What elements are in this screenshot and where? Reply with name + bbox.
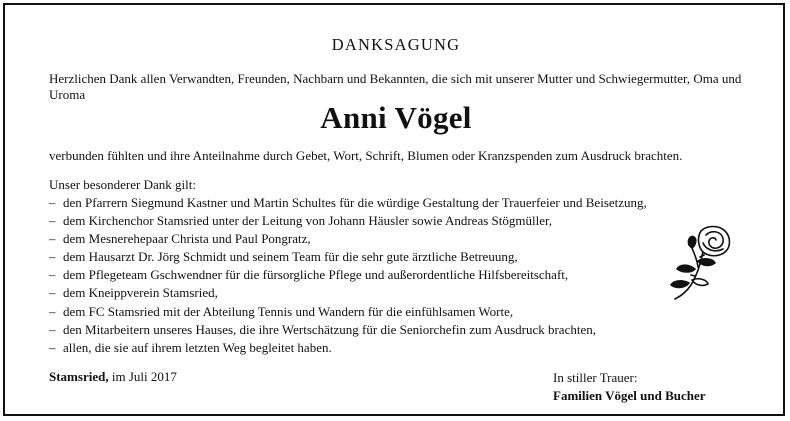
list-item xyxy=(49,194,647,212)
heading: DANKSAGUNG xyxy=(331,35,461,54)
list-dash: – xyxy=(49,321,56,337)
list-item-text: dem FC Stamsried mit der Abteilung Tennis und Wandern für die einfühlsamen Worte, xyxy=(63,303,514,319)
list-item-text: dem Kneippverein Stamsried, xyxy=(63,285,218,301)
obituary-card xyxy=(3,3,785,416)
list-dash: – xyxy=(49,249,56,265)
list-item-text: dem Kirchenchor Stamsried unter der Leitung von Johann Häusler sowie Andreas Stögmüller, xyxy=(63,213,553,229)
list-item xyxy=(49,284,647,302)
mourning-signature xyxy=(553,369,706,405)
place-date xyxy=(49,369,177,385)
list-item xyxy=(49,248,647,266)
list-item-text: den Pfarrern Siegmund Kastner und Martin Schultes für die würdige Gestaltung der Trauerfeier und Beisetzung, xyxy=(63,195,647,210)
list-item xyxy=(49,230,647,248)
list-dash: – xyxy=(49,213,56,229)
list-item xyxy=(49,303,647,321)
list-dash: – xyxy=(49,267,56,283)
list-item xyxy=(49,339,647,357)
list-dash: – xyxy=(49,285,56,301)
list-dash: – xyxy=(49,231,56,247)
list-item xyxy=(49,321,647,339)
rose-icon xyxy=(667,223,737,301)
list-item xyxy=(49,212,647,230)
thanks-text: verbunden fühlten und ihre Anteilnahme durch Gebet, Wort, Schrift, Blumen oder Kranzspenden zum Ausdruck brachten. xyxy=(49,148,683,163)
place: Stamsried, xyxy=(49,369,109,384)
list-item-text: dem Pflegeteam Gschwendner für die fürsorgliche Pflege und außerordentliche Hilfsbereitschaft, xyxy=(63,267,569,283)
list-dash: – xyxy=(49,303,56,319)
list-item-text: den Mitarbeitern unseres Hauses, die ihre Wertschätzung für die Seniorchefin zum Ausdruck brachten, xyxy=(63,321,596,337)
intro-text: Herzlichen Dank allen Verwandten, Freunden, Nachbarn und Bekannten, die sich mit unserer Mutter und Schwiegermutter, Oma und Uroma xyxy=(49,71,742,102)
list-item-text: allen, die sie auf ihrem letzten Weg begleitet haben. xyxy=(63,339,332,355)
list-dash: – xyxy=(49,339,56,355)
special-thanks-heading: Unser besonderer Dank gilt: xyxy=(49,177,196,192)
list-item-text: dem Hausarzt Dr. Jörg Schmidt und seinem Team für die sehr gute ärztliche Betreuung, xyxy=(63,249,518,265)
list-dash: – xyxy=(49,195,56,210)
families-name: Familien Vögel und Bucher xyxy=(553,388,706,403)
deceased-name: Anni Vögel xyxy=(320,100,472,135)
list-item xyxy=(49,266,647,284)
list-item-text: dem Mesnerehepaar Christa und Paul Pongratz, xyxy=(63,231,311,247)
special-thanks-list xyxy=(49,194,647,357)
date: im Juli 2017 xyxy=(111,369,177,384)
mourning-label: In stiller Trauer: xyxy=(553,370,638,385)
